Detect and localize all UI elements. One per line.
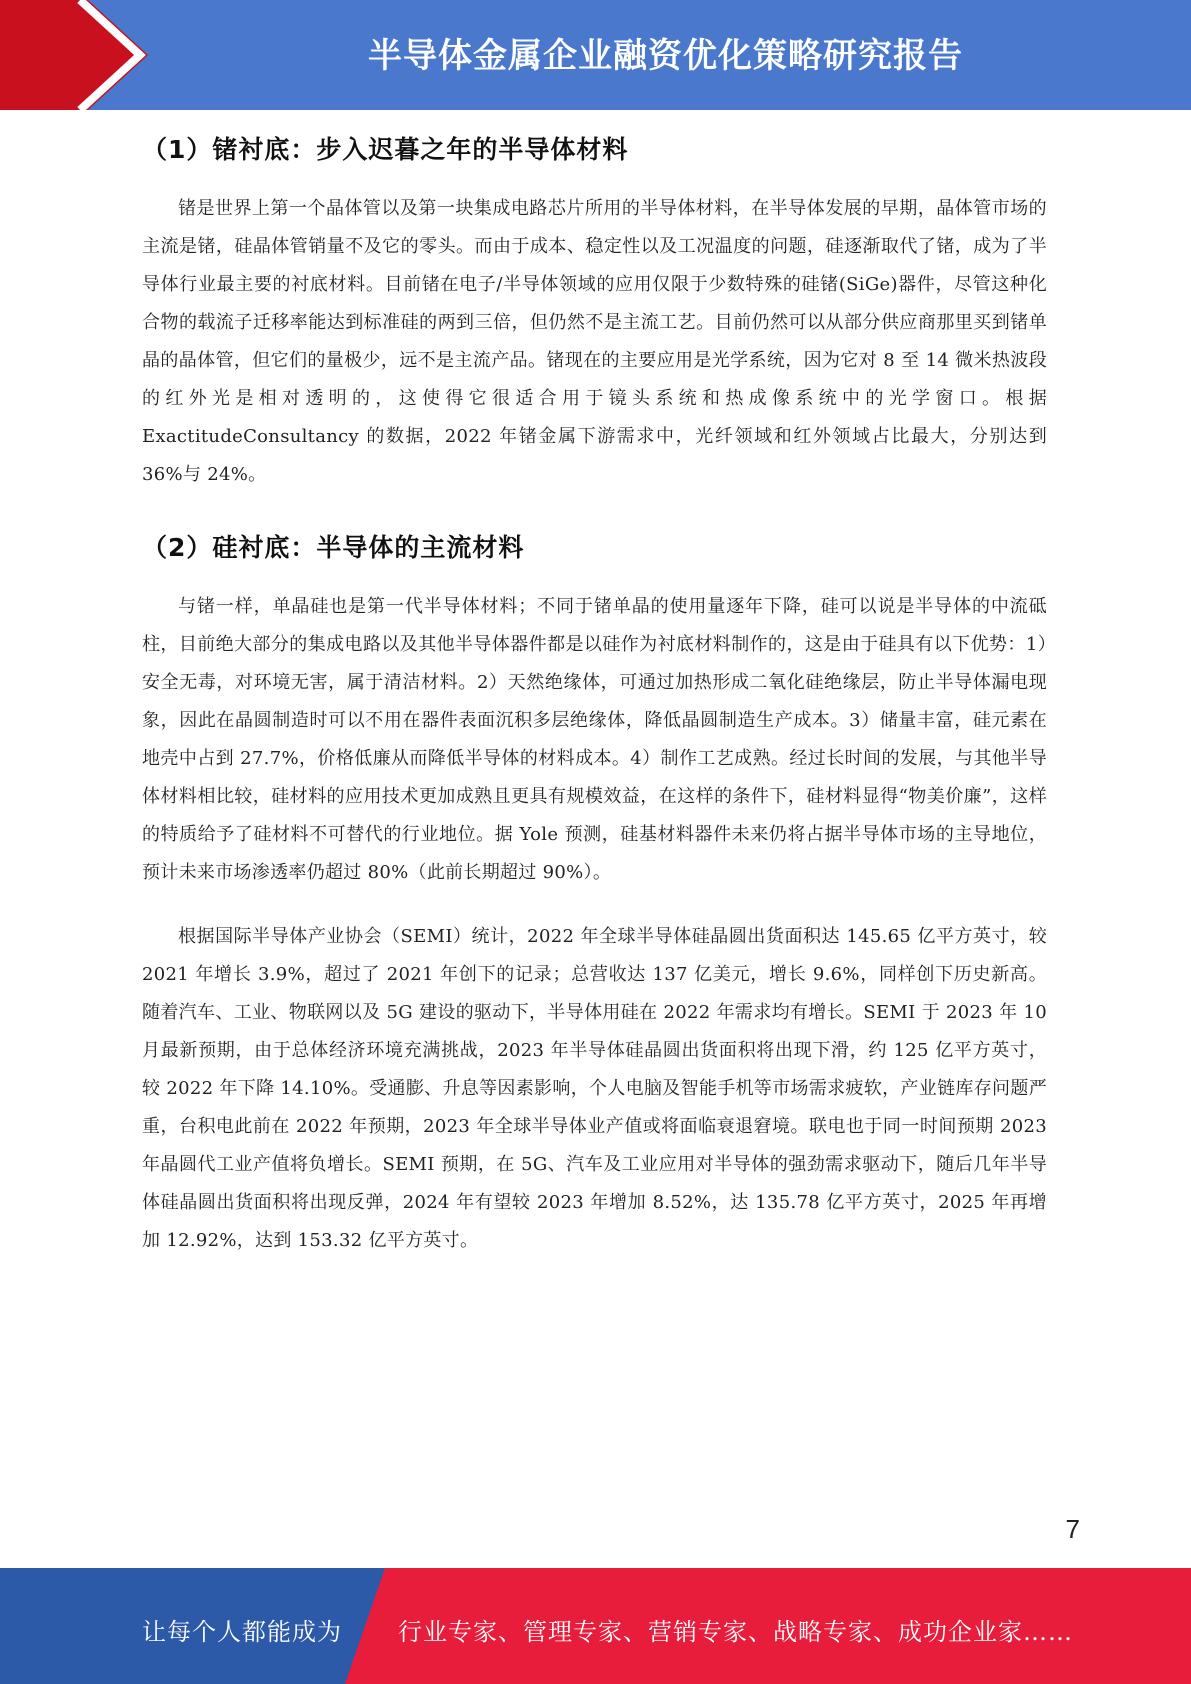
footer-slogan-left: 让每个人都能成为 <box>142 1618 342 1646</box>
section-heading-germanium: （1）锗衬底：步入迟暮之年的半导体材料 <box>142 135 629 164</box>
section-heading-silicon: （2）硅衬底：半导体的主流材料 <box>142 533 525 562</box>
report-title: 半导体金属企业融资优化策略研究报告 <box>368 36 963 76</box>
paragraph-silicon-advantages: 与锗一样，单晶硅也是第一代半导体材料；不同于锗单晶的使用量逐年下降，硅可以说是半导体的中流砥柱，目前绝大部分的集成电路以及其他半导体器件都是以硅作为衬底材料制作的，这是由于硅具有以下优势：1）安全无毒，对环境无害，属于清洁材料。2）天然绝缘体，可通过加热形成二氧化硅绝缘层，防止半导体漏电现象，因此在晶圆制造时可以不用在器件表面沉积多层绝缘体，降低晶圆制造生产成本。3）储量丰富，硅元素在地壳中占到 27.7%，价格低廉从而降低半导体的材料成本。4）制作工艺成熟。经过长时间的发展，与其他半导体材料相比较，硅材料的应用技术更加成熟且更具有规模效益，在这样的条件下，硅材料显得“物美价廉”，这样的特质给予了硅材料不可替代的行业地位。据 Yole 预测，硅基材料器件未来仍将占据半导体市场的主导地位，预计未来市场渗透率仍超过 80%（此前长期超过 90%）。 <box>142 596 1047 883</box>
page-footer <box>0 1568 1191 1684</box>
paragraph-germanium: 锗是世界上第一个晶体管以及第一块集成电路芯片所用的半导体材料，在半导体发展的早期，晶体管市场的主流是锗，硅晶体管销量不及它的零头。而由于成本、稳定性以及工况温度的问题，硅逐渐取代了锗，成为了半导体行业最主要的衬底材料。目前锗在电子/半导体领域的应用仅限于少数特殊的硅锗(SiGe)器件，尽管这种化合物的载流子迁移率能达到标准硅的两到三倍，但仍然不是主流工艺。目前仍然可以从部分供应商那里买到锗单晶的晶体管，但它们的量极少，远不是主流产品。锗现在的主要应用是光学系统，因为它对 8 至 14 微米热波段的红外光是相对透明的，这使得它很适合用于镜头系统和热成像系统中的光学窗口。根据 ExactitudeConsultancy 的数据，2022 年锗金属下游需求中，光纤领域和红外领域占比最大，分别达到 36%与 24%。 <box>142 198 1047 485</box>
page-content <box>142 122 1047 1286</box>
paragraph-silicon-market: 根据国际半导体产业协会（SEMI）统计，2022 年全球半导体硅晶圆出货面积达 145.65 亿平方英寸，较 2021 年增长 3.9%，超过了 2021 年创下的记录；总营收达 137 亿美元，增长 9.6%，同样创下历史新高。随着汽车、工业、物联网以及 5G 建设的驱动下，半导体用硅在 2022 年需求均有增长。SEMI 于 2023 年 10 月最新预期，由于总体经济环境充满挑战，2023 年半导体硅晶圆出货面积将出现下滑，约 125 亿平方英寸，较 2022 年下降 14.10%。受通膨、升息等因素影响，个人电脑及智能手机等市场需求疲软，产业链库存问题严重，台积电此前在 2022 年预期，2023 年全球半导体业产值或将面临衰退窘境。联电也于同一时间预期 2023 年晶圆代工业产值将负增长。SEMI 预期，在 5G、汽车及工业应用对半导体的强劲需求驱动下，随后几年半导体硅晶圆出货面积将出现反弹，2024 年有望较 2023 年增加 8.52%，达 135.78 亿平方英寸，2025 年再增加 12.92%，达到 153.32 亿平方英寸。 <box>142 926 1047 1251</box>
page-number: 7 <box>1065 1514 1080 1544</box>
page-header <box>0 0 1191 110</box>
footer-slogan-right: 行业专家、管理专家、营销专家、战略专家、成功企业家…… <box>398 1618 1073 1646</box>
